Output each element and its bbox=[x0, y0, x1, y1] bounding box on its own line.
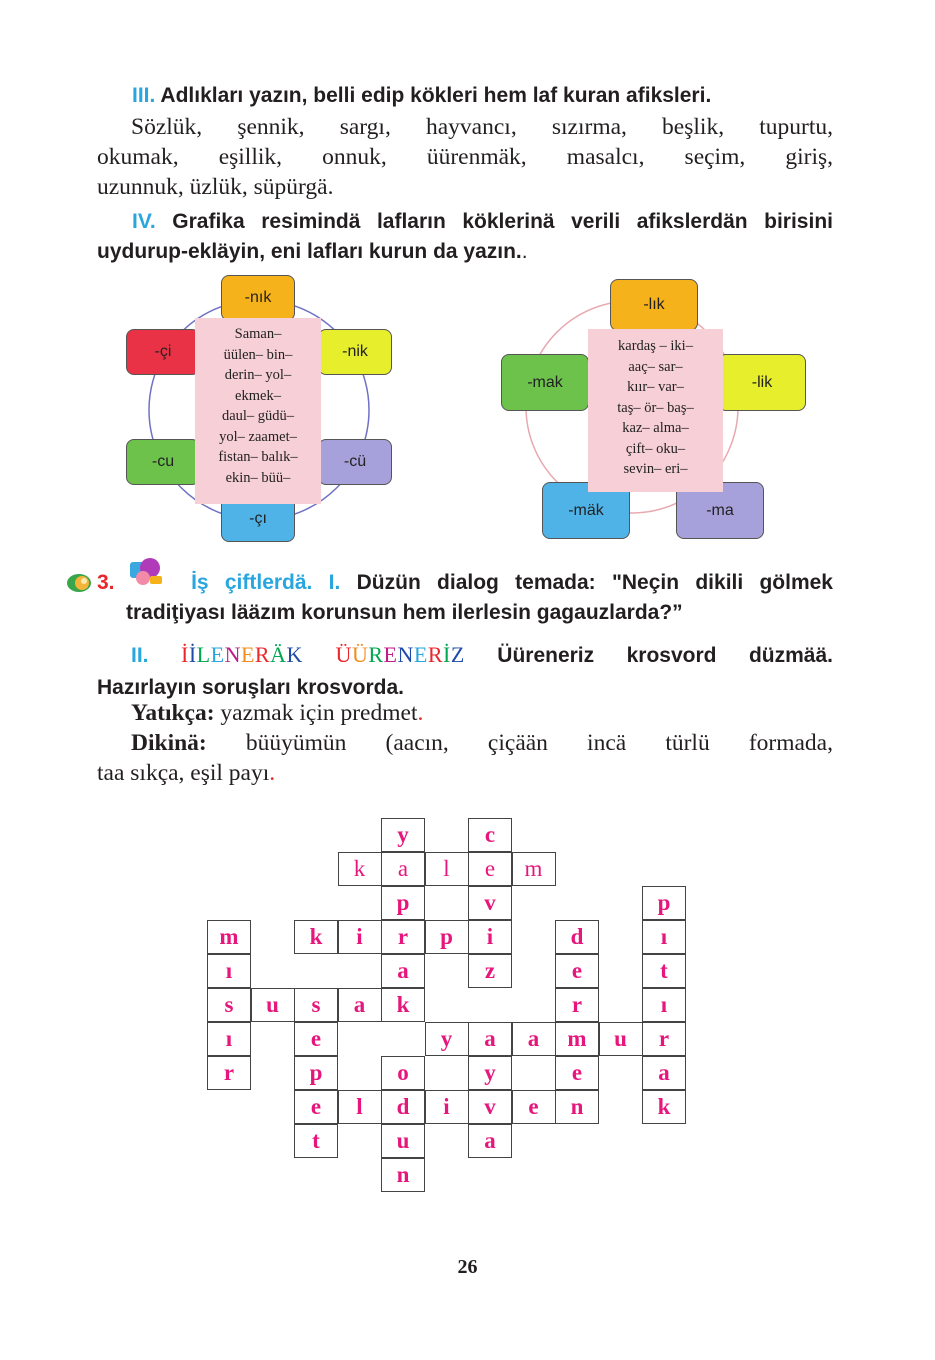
rubric-letter: R bbox=[427, 642, 443, 667]
section-4-number: IV. bbox=[132, 210, 156, 233]
text-line: uzunnuk, üzlük, süpürgä. bbox=[97, 174, 334, 200]
section-3-number: III. bbox=[132, 84, 156, 107]
crossword-grid bbox=[207, 818, 711, 1190]
rubric-letter: İ bbox=[188, 642, 197, 667]
part-2-text: Hazırlayın soruşları krosvorda. bbox=[97, 676, 404, 699]
crossword-cell: l bbox=[338, 1090, 382, 1124]
crossword-cell: n bbox=[555, 1090, 599, 1124]
crossword-cell: p bbox=[381, 886, 425, 920]
section-3-heading-text: Adlıkları yazın, belli edip kökleri hem laf kuran afiksleri. bbox=[160, 84, 712, 107]
crossword-cell: r bbox=[207, 1056, 251, 1090]
word-card bbox=[195, 318, 321, 504]
crossword-cell: a bbox=[338, 988, 382, 1022]
crossword-cell: ı bbox=[642, 920, 686, 954]
section-3-heading bbox=[132, 84, 711, 108]
root-word: çift– oku– bbox=[625, 440, 686, 457]
suffix-box: -çi bbox=[126, 329, 200, 375]
root-word: aaç– sar– bbox=[628, 358, 683, 375]
crossword-cell: k bbox=[642, 1090, 686, 1124]
crossword-clues: Yatıkça: yazmak için predmet. Dikinä: büüyümün (aacın, çiçään incä türlü formada, taa sıkça, eşil payı. bbox=[97, 700, 833, 786]
crossword-cell: y bbox=[468, 1056, 512, 1090]
rubric-letter: E bbox=[383, 642, 398, 667]
crossword-cell: a bbox=[642, 1056, 686, 1090]
root-word: sevin– eri– bbox=[623, 461, 688, 477]
rubric-letter: Ü bbox=[351, 642, 369, 667]
crossword-cell: r bbox=[642, 1022, 686, 1056]
part-1-number: I. bbox=[328, 571, 341, 594]
rubric-letter: N bbox=[397, 642, 414, 667]
suffix-box: -lık bbox=[610, 279, 698, 331]
crossword-cell: v bbox=[468, 1090, 512, 1124]
crossword-cell: ı bbox=[207, 954, 251, 988]
section-4-heading-line: uydurup-ekläyin, eni lafları kurun da yazın. bbox=[97, 240, 522, 263]
crossword-cell: e bbox=[555, 1056, 599, 1090]
task-3-number: 3. bbox=[97, 571, 115, 594]
section-3-words bbox=[97, 112, 833, 202]
part-1-text: tradiţiyası lääzım korunsun hem ilerlesin gagauzlarda?” bbox=[126, 601, 683, 624]
rubric-letter: R bbox=[254, 642, 271, 667]
crossword-cell: a bbox=[468, 1022, 512, 1056]
crossword-cell: m bbox=[555, 1022, 599, 1056]
rubric-letter: L bbox=[196, 642, 211, 667]
crossword-cell: i bbox=[338, 920, 382, 954]
crossword-cell: s bbox=[207, 988, 251, 1022]
root-word: ekin– büü– bbox=[225, 469, 291, 486]
across-label: Yatıkça: bbox=[131, 700, 215, 726]
crossword-cell: o bbox=[381, 1056, 425, 1090]
rubric-letter: Ä bbox=[270, 642, 287, 667]
crossword-cell: d bbox=[381, 1090, 425, 1124]
root-word: kıır– var– bbox=[627, 379, 684, 395]
bullet-icon bbox=[66, 573, 92, 593]
page-number: 26 bbox=[457, 1256, 478, 1278]
crossword-cell: t bbox=[642, 954, 686, 988]
task-3-title: İş çiftlerdä. bbox=[191, 571, 313, 594]
root-word: fistan– balık– bbox=[218, 449, 298, 465]
part-2-text: Üüreneriz krosvord düzmää. bbox=[497, 644, 834, 667]
crossword-cell: e bbox=[294, 1022, 338, 1056]
crossword-cell: e bbox=[294, 1090, 338, 1124]
rubric-letter: R bbox=[368, 642, 384, 667]
rubric-title bbox=[181, 642, 465, 667]
crossword-cell: a bbox=[381, 954, 425, 988]
section-4-heading-line: Grafika resimindä lafların köklerinä verili afikslerdän birisini bbox=[172, 210, 833, 233]
crossword-cell: p bbox=[642, 886, 686, 920]
crossword-cell: s bbox=[294, 988, 338, 1022]
down-clue: büüyümün (aacın, çiçään incä türlü formada, bbox=[245, 730, 833, 756]
rubric-letter: İ bbox=[443, 642, 451, 667]
crossword-cell: ı bbox=[642, 988, 686, 1022]
text-line: Sözlük, şennik, sargı, hayvancı, sızırma, beşlik, tupurtu, bbox=[131, 114, 833, 140]
suffix-box: -çı bbox=[221, 496, 295, 542]
suffix-box: -nık bbox=[221, 275, 295, 321]
crossword-cell: m bbox=[207, 920, 251, 954]
crossword-cell: a bbox=[381, 852, 425, 886]
suffix-box: -ma bbox=[676, 482, 764, 539]
crossword-cell: i bbox=[468, 920, 512, 954]
crossword-cell: r bbox=[381, 920, 425, 954]
rubric-letter: Ü bbox=[335, 642, 352, 667]
root-word: üülen– bin– bbox=[223, 346, 293, 363]
rubric-letter: E bbox=[413, 642, 428, 667]
suffix-box: -lik bbox=[718, 354, 806, 411]
across-clue: yazmak için predmet bbox=[220, 700, 418, 726]
root-word: yol– zaamet– bbox=[219, 428, 297, 445]
crossword-cell: t bbox=[294, 1124, 338, 1158]
crossword-cell: a bbox=[468, 1124, 512, 1158]
rubric-letter: İ bbox=[181, 642, 189, 667]
crossword-cell: r bbox=[555, 988, 599, 1022]
rubric-letter: N bbox=[224, 642, 241, 667]
crossword-cell: i bbox=[425, 1090, 469, 1124]
rubric-letter: Z bbox=[450, 642, 465, 667]
crossword-cell: ı bbox=[207, 1022, 251, 1056]
down-clue: taa sıkça, eşil payı bbox=[97, 760, 270, 786]
crossword-cell: m bbox=[512, 852, 556, 886]
root-word: kaz– alma– bbox=[622, 420, 689, 436]
crossword-cell: v bbox=[468, 886, 512, 920]
root-word: derin– yol– bbox=[224, 367, 292, 383]
crossword-cell: k bbox=[294, 920, 338, 954]
crossword-cell: p bbox=[425, 920, 469, 954]
crossword-cell: u bbox=[599, 1022, 643, 1056]
suffix-box: -nik bbox=[318, 329, 392, 375]
part-1-text: Düzün dialog temada: "Neçin dikili gölmek bbox=[356, 571, 833, 594]
crossword-cell: c bbox=[468, 818, 512, 852]
suffix-box: -cu bbox=[126, 439, 200, 485]
crossword-cell: e bbox=[468, 852, 512, 886]
crossword-cell: y bbox=[381, 818, 425, 852]
root-word: daul– güdü– bbox=[221, 408, 295, 424]
crossword-cell: e bbox=[555, 954, 599, 988]
root-word: taş– ör– baş– bbox=[617, 399, 694, 416]
rubric-letter: E bbox=[240, 642, 255, 667]
crossword-cell: a bbox=[512, 1022, 556, 1056]
root-word: ekmek– bbox=[235, 387, 281, 404]
task-3 bbox=[97, 568, 833, 628]
word-card bbox=[588, 329, 723, 492]
crossword-cell: u bbox=[381, 1124, 425, 1158]
rubric-letter bbox=[303, 642, 336, 667]
suffix-box: -mak bbox=[501, 354, 589, 411]
rubric-letter: K bbox=[286, 642, 303, 667]
suffix-box: -cü bbox=[318, 439, 392, 485]
crossword-cell: d bbox=[555, 920, 599, 954]
crossword-cell: e bbox=[512, 1090, 556, 1124]
part-2-number: II. bbox=[131, 644, 149, 667]
crossword-cell: k bbox=[338, 852, 382, 886]
root-word: Saman– bbox=[234, 326, 282, 342]
part-2 bbox=[97, 639, 833, 704]
suffix-box: -mäk bbox=[542, 482, 630, 539]
root-word: kardaş – iki– bbox=[618, 338, 693, 354]
crossword-cell: z bbox=[468, 954, 512, 988]
crossword-cell: p bbox=[294, 1056, 338, 1090]
text-line: okumak, eşillik, onnuk, üürenmäk, masalcı, seçim, giriş, bbox=[97, 144, 833, 170]
crossword-cell: u bbox=[251, 988, 295, 1022]
rubric-letter: E bbox=[210, 642, 225, 667]
section-4-heading: IV. Grafika resimindä lafların köklerinä verili afikslerdän birisini uydurup-ekläyin, eni lafları kurun da yazın.. bbox=[97, 210, 833, 263]
crossword-cell: k bbox=[381, 988, 425, 1022]
crossword-cell: y bbox=[425, 1022, 469, 1056]
crossword-cell: n bbox=[381, 1158, 425, 1192]
down-label: Dikinä: bbox=[131, 730, 207, 756]
crossword-cell: l bbox=[425, 852, 469, 886]
